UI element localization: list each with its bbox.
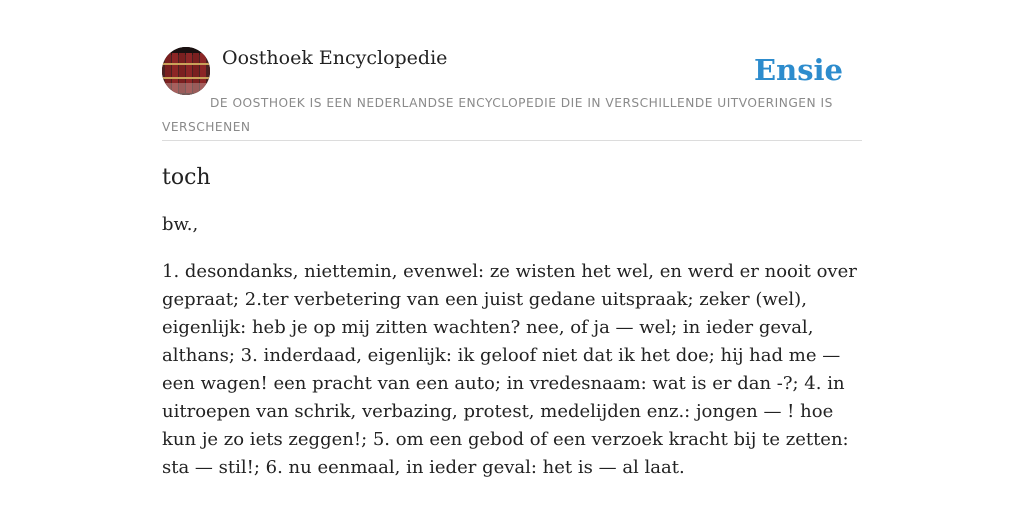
entry-definition: 1. desondanks, niettemin, evenwel: ze wisten het wel, en werd er nooit over gepraat; 2.ter verbetering van een juist gedane uitspraak; zeker (wel), eigenlijk: heb je op mij zitten wachten? nee, of ja — wel; in ieder geval, althans; 3. inderdaad, eigenlijk: ik geloof niet dat ik het doe; hij had me — een wagen! een pracht van een auto; in vredesnaam: wat is er dan -?; 4. in uitroepen van schrik, verbazing, protest, medelijden enz.: jongen — ! hoe kun je zo iets zeggen!; 5. om een gebod of een verzoek kracht bij te zetten: sta — stil!; 6. nu eenmaal, in ieder geval: het is — al laat. bbox=[162, 261, 857, 478]
part-of-speech: bw., bbox=[162, 214, 199, 235]
site-header bbox=[162, 46, 862, 141]
brand-logo[interactable]: Ensie bbox=[754, 53, 843, 87]
entry-headword: toch bbox=[162, 165, 211, 190]
site-title[interactable]: Oosthoek Encyclopedie bbox=[222, 47, 448, 69]
entry-content bbox=[162, 160, 862, 482]
encyclopedia-books-icon[interactable] bbox=[162, 47, 210, 95]
site-tagline: DE OOSTHOEK IS EEN NEDERLANDSE ENCYCLOPEDIE DIE IN VERSCHILLENDE UITVOERINGEN IS VERSCHENEN bbox=[162, 96, 833, 134]
